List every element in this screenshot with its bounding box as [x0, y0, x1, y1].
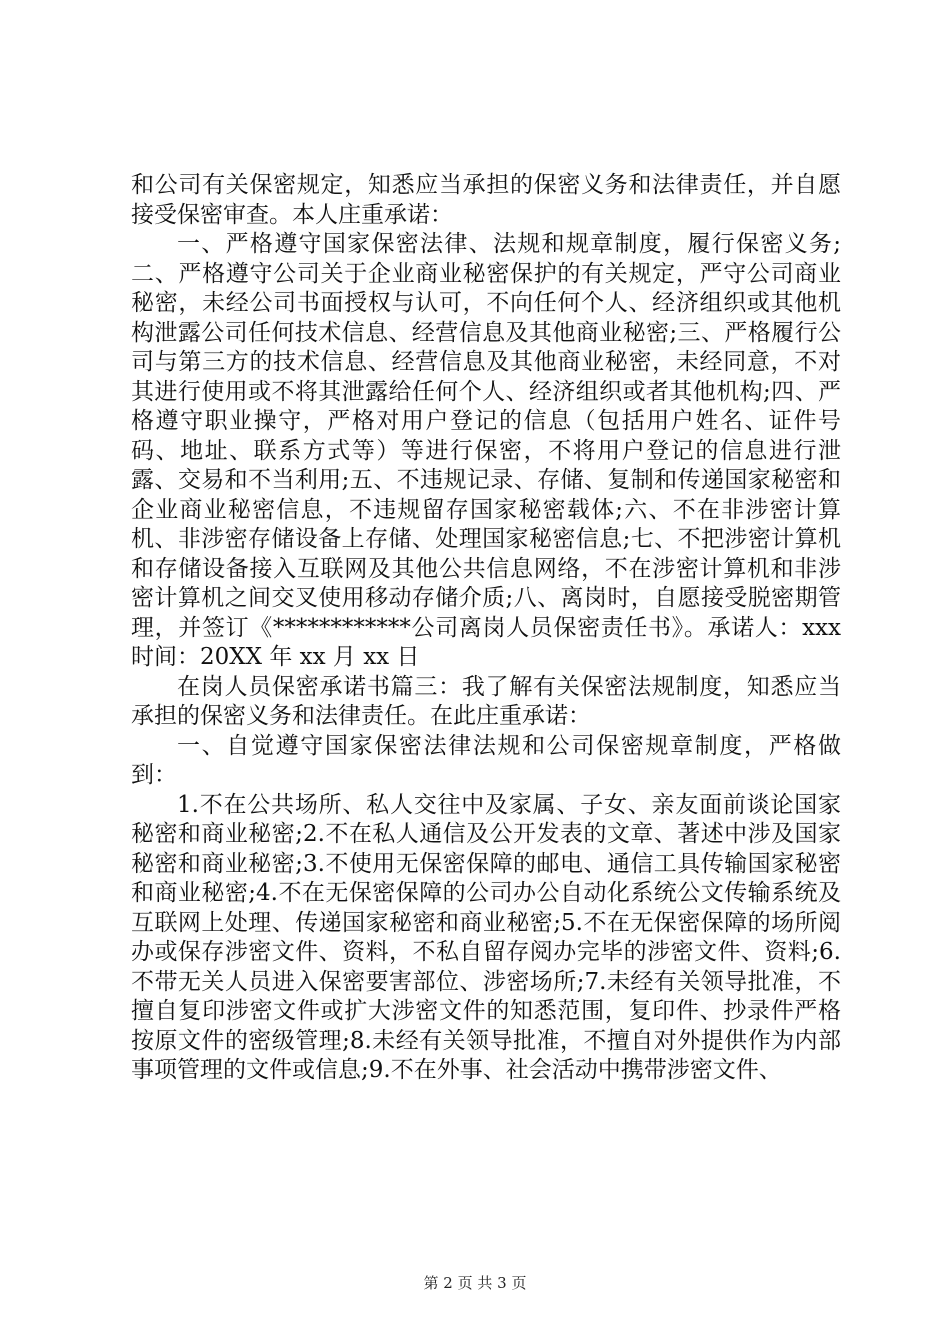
paragraph-section-one: 一、自觉遵守国家保密法律法规和公司保密规章制度，严格做到： [131, 732, 841, 788]
paragraph-rules-list: 1.不在公共场所、私人交往中及家属、子女、亲友面前谈论国家秘密和商业秘密;2.不在私人通信及公开发表的文章、著述中涉及国家秘密和商业秘密;3.不使用无保密保障的邮电、通信工具传输国家秘密和商业秘密;4.不在无保密保障的公司办公自动化系统公文传输系统及互联网上处理、传递国家秘密和商业秘密;5.不在无保密保障的场所阅办或保存涉密文件、资料，不私自留存阅办完毕的涉密文件、资料;6.不带无关人员进入保密要害部位、涉密场所;7.未经有关领导批准，不擅自复印涉密文件或扩大涉密文件的知悉范围，复印件、抄录件严格按原文件的密级管理;8.未经有关领导批准，不擅自对外提供作为内部事项管理的文件或信息;9.不在外事、社会活动中携带涉密文件、 [131, 791, 841, 1083]
paragraph-part-three-intro: 在岗人员保密承诺书篇三：我了解有关保密法规制度，知悉应当承担的保密义务和法律责任。在此庄重承诺： [131, 673, 841, 729]
page-footer: 第 2 页 共 3 页 [423, 1274, 527, 1292]
paragraph-commitments: 一、严格遵守国家保密法律、法规和规章制度，履行保密义务;二、严格遵守公司关于企业商业秘密保护的有关规定，严守公司商业秘密，未经公司书面授权与认可，不向任何个人、经济组织或其他机构泄露公司任何技术信息、经营信息及其他商业秘密;三、严格履行公司与第三方的技术信息、经营信息及其他商业秘密，未经同意，不对其进行使用或不将其泄露给任何个人、经济组织或者其他机构;四、严格遵守职业操守，严格对用户登记的信息（包括用户姓名、证件号码、地址、联系方式等）等进行保密，不将用户登记的信息进行泄露、交易和不当利用;五、不违规记录、存储、复制和传递国家秘密和企业商业秘密信息，不违规留存国家秘密载体;六、不在非涉密计算机、非涉密存储设备上存储、处理国家秘密信息;七、不把涉密计算机和存储设备接入互联网及其他公共信息网络，不在涉密计算机和非涉密计算机之间交叉使用移动存储介质;八、离岗时，自愿接受脱密期管理，并签订《************公司离岗人员保密责任书》。承诺人：xxx 时间：20XX 年 xx 月 xx 日 [131, 231, 841, 670]
paragraph-intro: 和公司有关保密规定，知悉应当承担的保密义务和法律责任，并自愿接受保密审查。本人庄重承诺： [131, 172, 841, 228]
document-body [131, 171, 841, 1086]
